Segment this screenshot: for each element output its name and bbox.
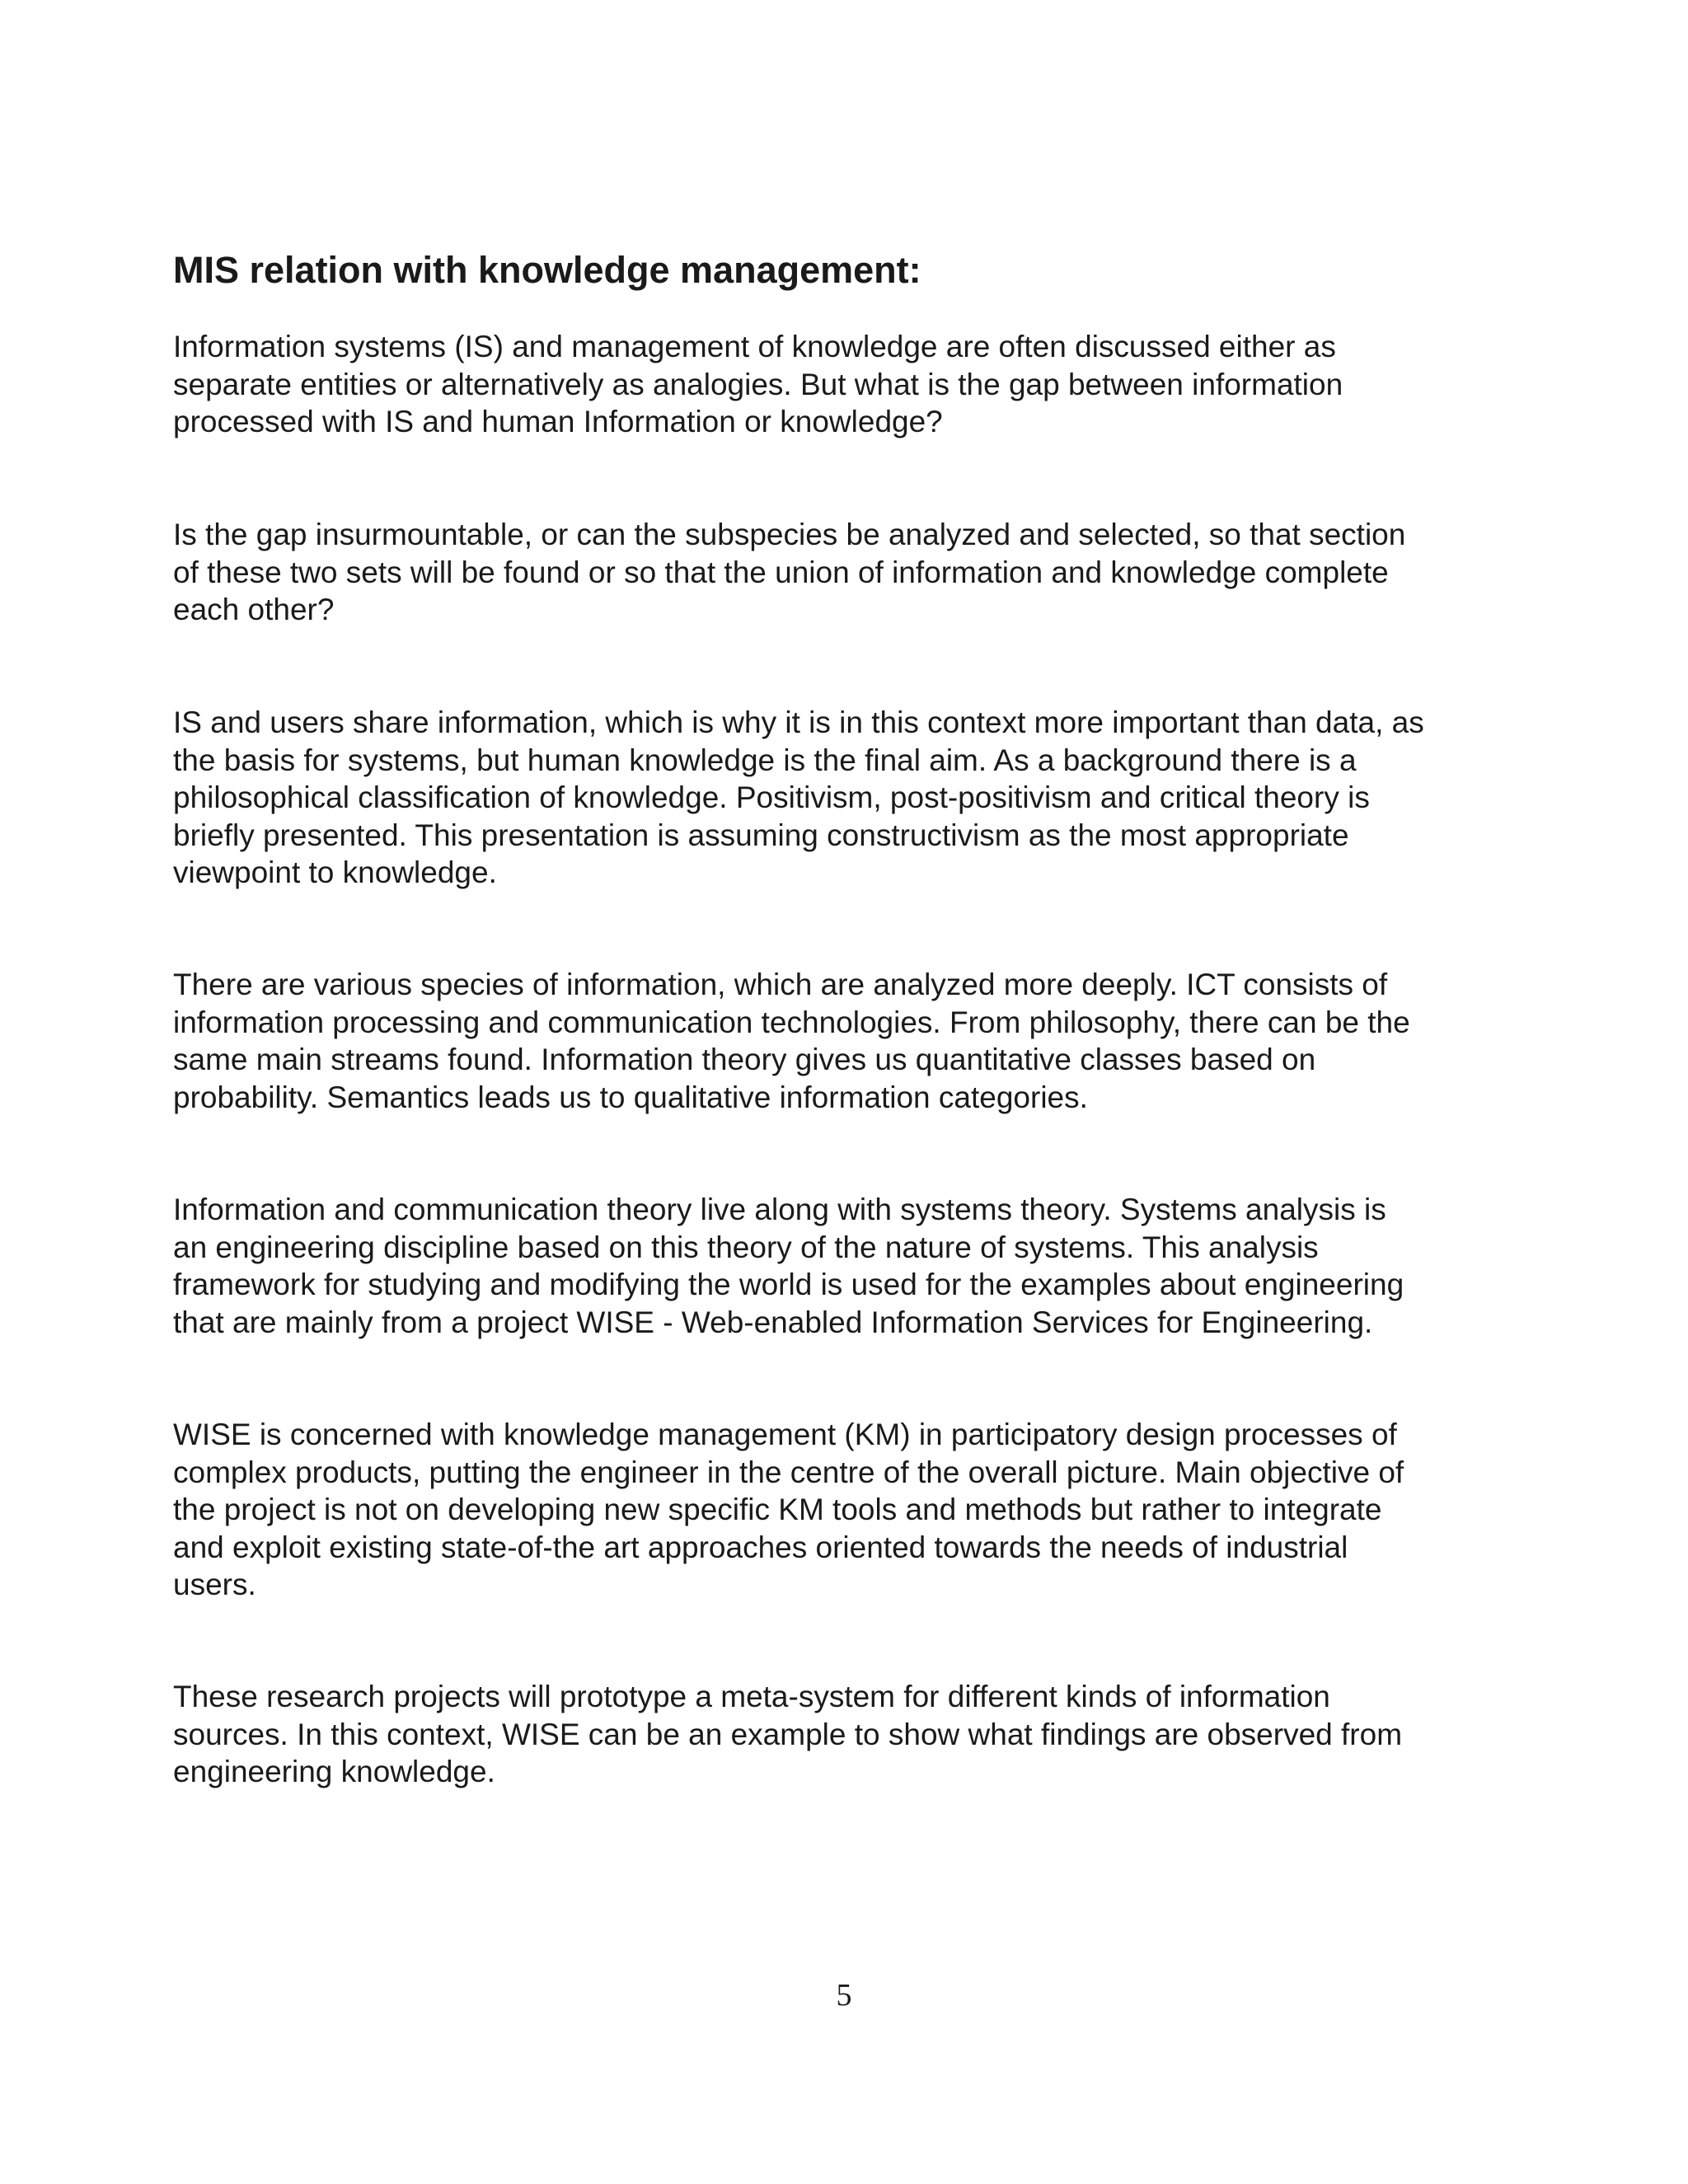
page-number: 5 bbox=[836, 1978, 852, 2013]
paragraph-line: complex products, putting the engineer in the centre of the overall picture. Main objective of bbox=[173, 1455, 1404, 1489]
paragraph-7 bbox=[173, 1678, 1533, 1791]
paragraph-line: Information systems (IS) and management of knowledge are often discussed either as bbox=[173, 330, 1336, 363]
paragraph-line: and exploit existing state-of-the art approaches oriented towards the needs of industrial bbox=[173, 1530, 1348, 1564]
paragraph-line: an engineering discipline based on this theory of the nature of systems. This analysis bbox=[173, 1230, 1319, 1264]
paragraph-line: engineering knowledge. bbox=[173, 1755, 495, 1788]
paragraph-3 bbox=[173, 704, 1533, 892]
paragraph-line: separate entities or alternatively as analogies. But what is the gap between information bbox=[173, 367, 1343, 401]
paragraph-line: WISE is concerned with knowledge management (KM) in participatory design processes of bbox=[173, 1418, 1397, 1451]
paragraph-line: sources. In this context, WISE can be an example to show what findings are observed from bbox=[173, 1717, 1403, 1751]
paragraph-line: IS and users share information, which is why it is in this context more important than data, as bbox=[173, 705, 1424, 739]
paragraph-line: framework for studying and modifying the world is used for the examples about engineering bbox=[173, 1268, 1404, 1301]
paragraph-line: the basis for systems, but human knowledge is the final aim. As a background there is a bbox=[173, 743, 1357, 777]
paragraph-line: of these two sets will be found or so that the union of information and knowledge complete bbox=[173, 555, 1389, 589]
paragraph-line: processed with IS and human Information or knowledge? bbox=[173, 405, 943, 438]
paragraph-line: same main streams found. Information theory gives us quantitative classes based on bbox=[173, 1043, 1316, 1076]
paragraph-5 bbox=[173, 1191, 1533, 1341]
paragraph-line: There are various species of information, which are analyzed more deeply. ICT consists of bbox=[173, 968, 1388, 1001]
paragraph-line: Is the gap insurmountable, or can the subspecies be analyzed and selected, so that section bbox=[173, 518, 1406, 551]
paragraph-line: probability. Semantics leads us to qualitative information categories. bbox=[173, 1080, 1088, 1114]
section-heading: MIS relation with knowledge management: bbox=[173, 249, 921, 291]
paragraph-line: briefly presented. This presentation is assuming constructivism as the most appropriate bbox=[173, 818, 1349, 852]
paragraph-line: Information and communication theory live along with systems theory. Systems analysis is bbox=[173, 1193, 1386, 1226]
paragraph-line: information processing and communication technologies. From philosophy, there can be the bbox=[173, 1005, 1410, 1039]
paragraph-2 bbox=[173, 516, 1533, 629]
paragraph-line: These research projects will prototype a meta-system for different kinds of information bbox=[173, 1680, 1330, 1713]
paragraph-line: viewpoint to knowledge. bbox=[173, 855, 497, 889]
paragraph-line: users. bbox=[173, 1568, 256, 1601]
paragraph-1 bbox=[173, 328, 1533, 441]
paragraph-line: philosophical classification of knowledge. Positivism, post-positivism and critical theory is bbox=[173, 780, 1370, 814]
paragraph-line: that are mainly from a project WISE - Web-enabled Information Services for Engineering. bbox=[173, 1305, 1373, 1339]
paragraph-line: each other? bbox=[173, 593, 335, 626]
paragraph-4 bbox=[173, 966, 1533, 1116]
paragraph-line: the project is not on developing new specific KM tools and methods but rather to integrate bbox=[173, 1493, 1382, 1526]
paragraph-6 bbox=[173, 1416, 1533, 1604]
